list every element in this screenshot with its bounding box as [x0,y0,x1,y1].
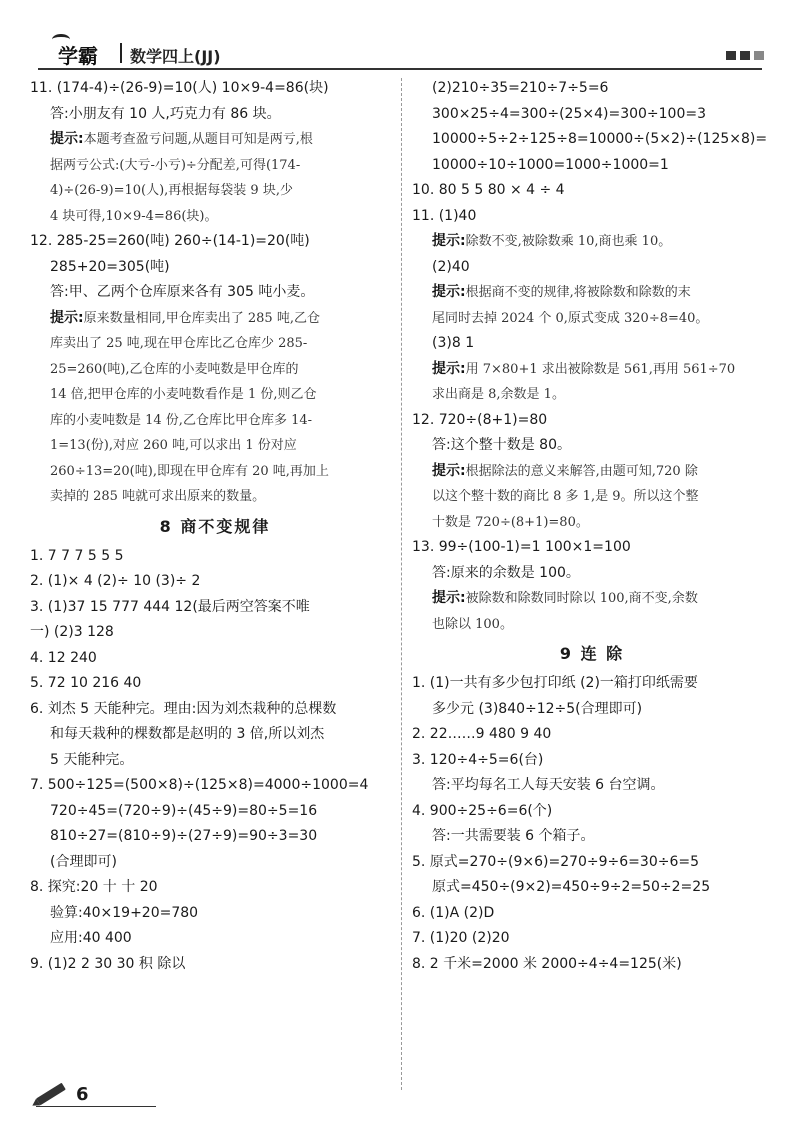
book-title: 数学四上(JJ) [130,47,221,66]
answer-line: 5 天能种完。 [50,751,134,768]
hint-line [30,306,400,332]
answer-line: 12. 285-25=260(吨) 260÷(14-1)=20(吨) [30,233,310,249]
hint-line: 也除以 100。 [432,616,513,632]
answer-line: 3. (1)37 15 777 444 12(最后两空答案不唯 [30,598,310,615]
right-column [412,76,772,977]
answer-line: 答:小朋友有 10 人,巧克力有 86 块。 [50,105,281,122]
hint-line [412,459,772,485]
column-divider [401,78,402,1090]
hint-label: 提示: [432,233,466,249]
answer-line: 6. 刘杰 5 天能种完。理由:因为刘杰栽种的总棵数 [30,700,337,717]
answer-line: 5. 原式=270÷(9×6)=270÷9÷6=30÷6=5 [412,853,700,870]
answer-line: 2. 22……9 480 9 40 [412,726,552,742]
answer-line: 4. 900÷25÷6=6(个) [412,802,553,819]
section-heading: 9 连 除 [559,644,625,663]
hint-line [30,127,400,153]
hint-label: 提示: [432,462,466,479]
footer-rule [36,1106,156,1107]
hint-label: 提示: [432,360,466,377]
hint-line: 求出商是 8,余数是 1。 [432,387,565,402]
answer-line: 285+20=305(吨) [50,258,170,275]
answer-line: 13. 99÷(100-1)=1 100×1=100 [412,539,631,555]
answer-line: 多少元 (3)840÷12÷5(合理即可) [432,700,643,717]
decorative-square [754,51,764,60]
page-header [38,38,762,70]
answer-line: (2)40 [432,258,470,275]
hint-line: 25=260(吨),乙仓库的小麦吨数是甲仓库的 [50,361,299,377]
pencil-icon [36,1083,66,1106]
hint-text: 本题考查盈亏问题,从题目可知是两亏,根 [83,132,313,147]
answer-line: (2)210÷35=210÷7÷5=6 [432,80,609,96]
answer-line: 和每天栽种的棵数都是赵明的 3 倍,所以刘杰 [50,726,325,742]
answer-line: 11. (174-4)÷(26-9)=10(人) 10×9-4=86(块) [30,80,329,96]
answer-line: 6. (1)A (2)D [412,904,495,921]
hint-line: 1=13(份),对应 260 吨,可以求出 1 份对应 [50,438,297,453]
answer-line: 1. 7 7 7 5 5 5 [30,547,124,564]
section-heading: 8 商不变规律 [159,516,271,536]
decorative-square [740,51,750,60]
answer-line: 8. 2 千米=2000 米 2000÷4÷4=125(米) [412,955,682,972]
hint-label: 提示: [50,309,84,326]
hint-line [412,229,772,255]
answer-line: 4. 12 240 [30,649,97,666]
hint-label: 提示: [50,131,84,147]
brand-logo: 学霸 [58,44,98,68]
answer-line: 720÷45=(720÷9)÷(45÷9)=80÷5=16 [50,802,318,819]
answer-line: 8. 探究:20 十 十 20 [30,879,158,895]
hint-line: 尾同时去掉 2024 个 0,原式变成 320÷8=40。 [432,310,709,326]
hint-line: 14 倍,把甲仓库的小麦吨数看作是 1 份,则乙仓 [50,387,317,402]
hint-line: 库的小麦吨数是 14 份,乙仓库比甲仓库多 14- [50,412,313,428]
hint-line [412,280,772,306]
answer-line: 300×25÷4=300÷(25×4)=300÷100=3 [432,105,707,122]
answer-line: (合理即可) [50,853,117,870]
page-footer [36,1082,236,1110]
hint-line: 卖掉的 285 吨就可求出原来的数量。 [50,489,266,504]
hint-label: 提示: [432,284,466,300]
answer-line: 10. 80 5 5 80 × 4 ÷ 4 [412,182,565,198]
answer-line: 答:原来的余数是 100。 [432,564,580,581]
hint-label: 提示: [432,590,466,606]
answer-line: 答:甲、乙两个仓库原来各有 305 吨小麦。 [50,284,315,300]
answer-line: 应用:40 400 [50,930,132,946]
answer-line: 11. (1)40 [412,207,477,224]
answer-line: 2. (1)× 4 (2)÷ 10 (3)÷ 2 [30,573,201,589]
answer-line: 810÷27=(810÷9)÷(27÷9)=90÷3=30 [50,828,318,844]
hint-line [412,586,772,612]
hint-line: 4 块可得,10×9-4=86(块)。 [50,208,218,224]
decorative-square [726,51,736,60]
hint-text: 被除数和除数同时除以 100,商不变,余数 [465,591,698,606]
answer-line: 答:平均每名工人每天安装 6 台空调。 [432,777,665,793]
hint-line: 260÷13=20(吨),即现在甲仓库有 20 吨,再加上 [50,463,329,479]
hint-line: 以这个整十数的商比 8 多 1,是 9。所以这个整 [432,489,699,504]
hint-line: 库卖出了 25 吨,现在甲仓库比乙仓库少 285- [50,336,308,351]
hint-text: 根据商不变的规律,将被除数和除数的末 [465,285,691,300]
answer-line: 答:这个整十数是 80。 [432,437,571,453]
answer-line: 12. 720÷(8+1)=80 [412,411,548,428]
answer-line: 9. (1)2 2 30 30 积 除以 [30,955,186,972]
hint-text: 根据除法的意义来解答,由题可知,720 除 [465,463,698,479]
hint-text: 除数不变,被除数乘 10,商也乘 10。 [465,234,672,249]
answer-line: 答:一共需要装 6 个箱子。 [432,828,595,844]
hint-line: 据两亏公式:(大亏-小亏)÷分配差,可得(174- [50,157,301,173]
answer-line: 10000÷10÷1000=1000÷1000=1 [432,156,669,173]
answer-line: 验算:40×19+20=780 [50,904,199,921]
page-number: 6 [76,1084,89,1105]
header-divider [120,43,122,63]
answer-line: 一) (2)3 128 [30,624,114,640]
answer-line: 1. (1)一共有多少包打印纸 (2)一箱打印纸需要 [412,675,698,691]
hint-line [412,357,772,383]
answer-line: 原式=450÷(9×2)=450÷9÷2=50÷2=25 [432,879,711,895]
left-column [30,76,400,977]
answer-line: 7. 500÷125=(500×8)÷(125×8)=4000÷1000=4 [30,777,369,793]
hint-line: 十数是 720÷(8+1)=80。 [432,514,589,530]
answer-line: 5. 72 10 216 40 [30,675,142,691]
answer-line: (3)8 1 [432,335,475,351]
answer-line: 10000÷5÷2÷125÷8=10000÷(5×2)÷(125×8)= [432,131,768,147]
hint-text: 原来数量相同,甲仓库卖出了 285 吨,乙仓 [83,310,320,326]
hint-text: 用 7×80+1 求出被除数是 561,再用 561÷70 [465,361,736,377]
hint-line: 4)÷(26-9)=10(人),再根据每袋装 9 块,少 [50,183,293,198]
answer-line: 3. 120÷4÷5=6(台) [412,751,544,768]
answer-line: 7. (1)20 (2)20 [412,930,510,946]
